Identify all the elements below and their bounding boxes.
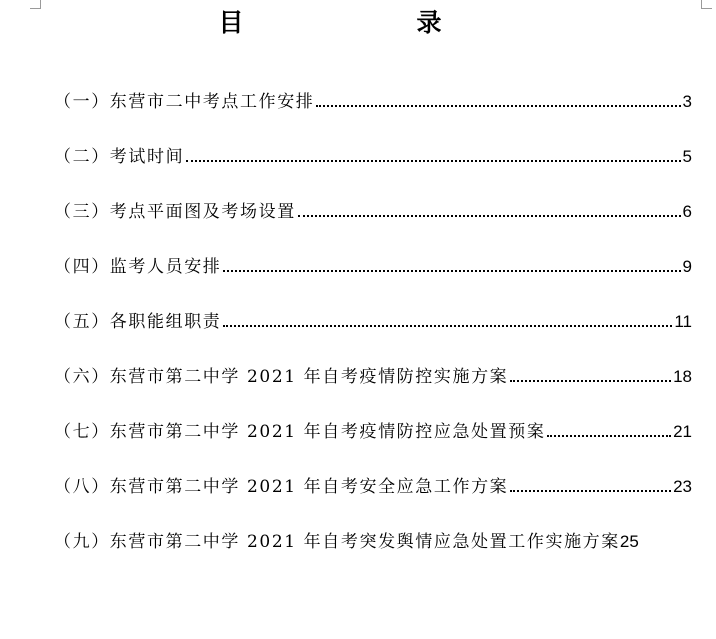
- toc-entry[interactable]: [54, 475, 692, 499]
- toc-dot-leader: [298, 215, 681, 217]
- page-corner-mark-right: [701, 0, 712, 9]
- toc-entry[interactable]: [54, 365, 692, 389]
- toc-entry-label: （六）东营市第二中学 2021 年自考疫情防控实施方案: [54, 367, 509, 387]
- toc-entry-label: （四）监考人员安排: [54, 257, 222, 277]
- toc-page-number: 6: [682, 202, 692, 221]
- toc-page-number: 11: [674, 312, 692, 331]
- toc-page-number: 5: [682, 147, 692, 166]
- toc-entry[interactable]: [54, 200, 692, 224]
- toc-entry-label: （二）考试时间: [54, 147, 185, 167]
- toc-dot-leader: [547, 435, 671, 437]
- toc-entry[interactable]: [54, 145, 692, 169]
- toc-entry-label: （七）东营市第二中学 2021 年自考疫情防控应急处置预案: [54, 422, 546, 442]
- toc-dot-leader: [316, 105, 680, 107]
- toc-page-number: 23: [673, 477, 692, 496]
- toc-entry-label: （五）各职能组职责: [54, 312, 222, 332]
- toc-entry[interactable]: [54, 255, 692, 279]
- toc-page-number: 9: [682, 257, 692, 276]
- toc-entry[interactable]: [54, 90, 692, 114]
- toc-entry-label: （一）东营市二中考点工作安排: [54, 92, 315, 112]
- toc-page-number: 18: [673, 367, 692, 386]
- toc-dot-leader: [186, 160, 680, 162]
- toc-entry-label: （九）东营市第二中学 2021 年自考突发舆情应急处置工作实施方案: [54, 532, 620, 552]
- toc-page-number: 25: [619, 532, 639, 551]
- toc-entry[interactable]: [54, 420, 692, 444]
- toc-entry-label: （三）考点平面图及考场设置: [54, 202, 296, 222]
- toc-entry[interactable]: [54, 530, 692, 554]
- toc-entry-label: （八）东营市第二中学 2021 年自考安全应急工作方案: [54, 477, 509, 497]
- toc-title: 目 录: [218, 8, 516, 37]
- toc-dot-leader: [510, 490, 671, 492]
- toc-dot-leader: [223, 325, 672, 327]
- toc-page-number: 21: [673, 422, 692, 441]
- toc-dot-leader: [223, 270, 680, 272]
- toc-page-number: 3: [682, 92, 692, 111]
- toc-entry[interactable]: [54, 310, 692, 334]
- toc-dot-leader: [510, 380, 671, 382]
